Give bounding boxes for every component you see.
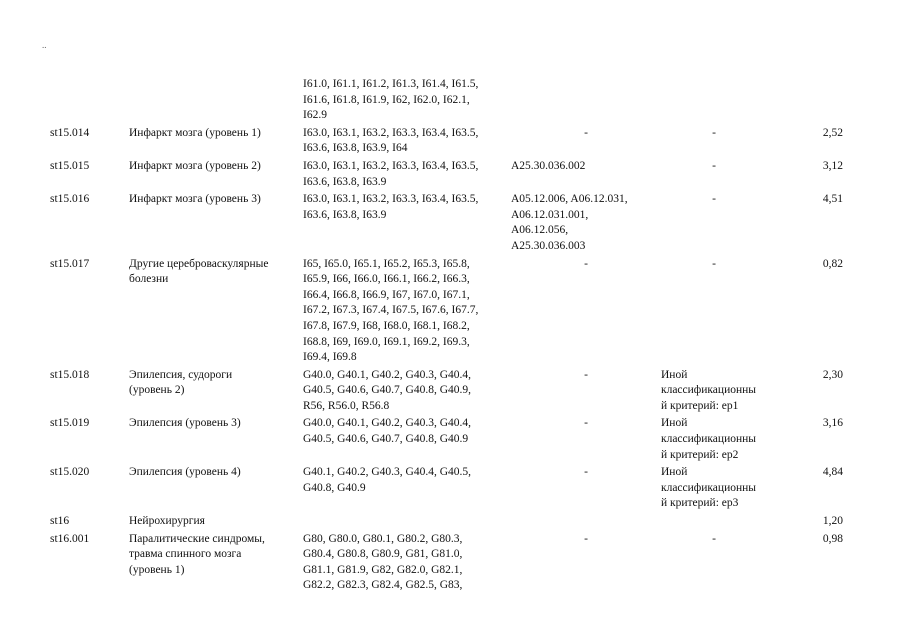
icd-codes-line: I63.0, I63.1, I63.2, I63.3, I63.4, I63.5, bbox=[303, 126, 479, 139]
other-criteria-line: - bbox=[712, 126, 716, 139]
ksg-name bbox=[129, 416, 303, 465]
icd-codes bbox=[303, 532, 511, 596]
icd-codes-line: I62.9 bbox=[303, 109, 327, 122]
other-criteria-line: Иной bbox=[661, 417, 688, 430]
coefficient-value: 1,20 bbox=[822, 515, 843, 528]
icd-codes bbox=[303, 514, 511, 532]
other-criteria bbox=[661, 126, 767, 159]
table-row bbox=[50, 77, 843, 126]
service-codes-line: A25.30.036.002 bbox=[511, 159, 586, 172]
service-codes bbox=[511, 465, 661, 514]
icd-codes bbox=[303, 368, 511, 417]
service-codes bbox=[511, 192, 661, 256]
icd-codes bbox=[303, 192, 511, 256]
icd-codes bbox=[303, 257, 511, 368]
other-criteria-line: - bbox=[712, 193, 716, 206]
coefficient-value: 2,30 bbox=[822, 368, 843, 381]
other-criteria-line: - bbox=[712, 159, 716, 172]
other-criteria bbox=[661, 257, 767, 368]
coefficient-value: 3,12 bbox=[822, 159, 843, 172]
ksg-code-value: st15.016 bbox=[50, 193, 90, 206]
ksg-name bbox=[129, 368, 303, 417]
ksg-name-line: Инфаркт мозга (уровень 1) bbox=[129, 126, 261, 139]
coefficient-value: 4,51 bbox=[822, 193, 843, 206]
service-codes bbox=[511, 368, 661, 417]
service-codes bbox=[511, 416, 661, 465]
table-row bbox=[50, 416, 843, 465]
icd-codes-line: I65.9, I66, I66.0, I66.1, I66.2, I66.3, bbox=[303, 273, 470, 286]
ksg-name bbox=[129, 465, 303, 514]
service-codes bbox=[511, 77, 661, 126]
ksg-code-value: st15.014 bbox=[50, 126, 90, 139]
icd-codes-line: I63.6, I63.8, I63.9, I64 bbox=[303, 142, 408, 155]
ksg-code-value: st15.015 bbox=[50, 159, 90, 172]
ksg-code bbox=[50, 159, 129, 192]
ksg-code bbox=[50, 368, 129, 417]
table-row bbox=[50, 368, 843, 417]
service-codes-line: - bbox=[584, 532, 588, 545]
coefficient bbox=[767, 514, 843, 532]
table-row bbox=[50, 159, 843, 192]
service-codes-line: A06.12.031.001, bbox=[511, 208, 589, 221]
service-codes-line: - bbox=[584, 417, 588, 430]
icd-codes-line: G81.1, G81.9, G82, G82.0, G82.1, bbox=[303, 563, 463, 576]
service-codes bbox=[511, 532, 661, 596]
ksg-table bbox=[50, 77, 843, 596]
other-criteria bbox=[661, 159, 767, 192]
ksg-name-line: Нейрохирургия bbox=[129, 515, 205, 528]
ksg-code-value: st15.020 bbox=[50, 466, 90, 479]
other-criteria-line: - bbox=[712, 532, 716, 545]
icd-codes-line: G40.5, G40.6, G40.7, G40.8, G40.9 bbox=[303, 433, 469, 446]
icd-codes-line: R56, R56.0, R56.8 bbox=[303, 399, 390, 412]
icd-codes-line: G80, G80.0, G80.1, G80.2, G80.3, bbox=[303, 532, 463, 545]
ksg-name bbox=[129, 159, 303, 192]
icd-codes-line: I67.2, I67.3, I67.4, I67.5, I67.6, I67.7, bbox=[303, 304, 479, 317]
ksg-name bbox=[129, 532, 303, 596]
icd-codes-line: I61.0, I61.1, I61.2, I61.3, I61.4, I61.5, bbox=[303, 78, 479, 90]
icd-codes-line: I63.0, I63.1, I63.2, I63.3, I63.4, I63.5, bbox=[303, 159, 479, 172]
icd-codes-line: I68.8, I69, I69.0, I69.1, I69.2, I69.3, bbox=[303, 335, 470, 348]
icd-codes bbox=[303, 159, 511, 192]
ksg-name-line: Эпилепсия, судороги bbox=[129, 368, 233, 381]
coefficient bbox=[767, 416, 843, 465]
ksg-table-body bbox=[50, 77, 843, 596]
icd-codes-line: I69.4, I69.8 bbox=[303, 351, 357, 364]
ksg-code-value: st15.018 bbox=[50, 368, 90, 381]
ksg-code bbox=[50, 514, 129, 532]
icd-codes bbox=[303, 126, 511, 159]
coefficient-value: 0,98 bbox=[822, 532, 843, 545]
service-codes bbox=[511, 159, 661, 192]
service-codes bbox=[511, 514, 661, 532]
coefficient bbox=[767, 192, 843, 256]
ksg-code bbox=[50, 257, 129, 368]
ksg-name-line: болезни bbox=[129, 273, 169, 286]
other-criteria bbox=[661, 416, 767, 465]
coefficient bbox=[767, 159, 843, 192]
service-codes-line: A05.12.006, A06.12.031, bbox=[511, 193, 628, 206]
ksg-name-line: травма спинного мозга bbox=[129, 548, 242, 561]
icd-codes-line: G40.8, G40.9 bbox=[303, 481, 366, 494]
ksg-name-line: Паралитические синдромы, bbox=[129, 532, 265, 545]
icd-codes-line: G40.0, G40.1, G40.2, G40.3, G40.4, bbox=[303, 417, 472, 430]
icd-codes-line: G40.1, G40.2, G40.3, G40.4, G40.5, bbox=[303, 466, 472, 479]
coefficient bbox=[767, 257, 843, 368]
icd-codes-line: I63.0, I63.1, I63.2, I63.3, I63.4, I63.5, bbox=[303, 193, 479, 206]
ksg-name-line: Инфаркт мозга (уровень 2) bbox=[129, 159, 261, 172]
other-criteria bbox=[661, 532, 767, 596]
other-criteria-line: - bbox=[712, 257, 716, 270]
icd-codes bbox=[303, 77, 511, 126]
table-row bbox=[50, 257, 843, 368]
service-codes-line: - bbox=[584, 368, 588, 381]
ksg-name-line: Эпилепсия (уровень 4) bbox=[129, 466, 241, 479]
coefficient bbox=[767, 126, 843, 159]
table-row bbox=[50, 514, 843, 532]
ksg-code bbox=[50, 532, 129, 596]
icd-codes-line: I66.4, I66.8, I66.9, I67, I67.0, I67.1, bbox=[303, 288, 470, 301]
other-criteria-line: й критерий: ep2 bbox=[661, 448, 739, 461]
table-row bbox=[50, 192, 843, 256]
other-criteria bbox=[661, 368, 767, 417]
ksg-code bbox=[50, 192, 129, 256]
service-codes-line: - bbox=[584, 126, 588, 139]
ksg-name bbox=[129, 514, 303, 532]
other-criteria-line: классификационны bbox=[661, 481, 757, 494]
ksg-name bbox=[129, 257, 303, 368]
service-codes-line: - bbox=[584, 466, 588, 479]
ksg-name-line: Инфаркт мозга (уровень 3) bbox=[129, 193, 261, 206]
other-criteria bbox=[661, 514, 767, 532]
other-criteria bbox=[661, 192, 767, 256]
icd-codes-line: G40.0, G40.1, G40.2, G40.3, G40.4, bbox=[303, 368, 472, 381]
ksg-code-value: st16 bbox=[50, 515, 70, 528]
coefficient-value: 4,84 bbox=[822, 466, 843, 479]
icd-codes bbox=[303, 416, 511, 465]
ksg-name-line: Другие цереброваскулярные bbox=[129, 257, 269, 270]
icd-codes-line: I61.6, I61.8, I61.9, I62, I62.0, I62.1, bbox=[303, 93, 470, 106]
service-codes-line: - bbox=[584, 257, 588, 270]
other-criteria-line: Иной bbox=[661, 466, 688, 479]
ksg-name-line: (уровень 2) bbox=[129, 384, 185, 397]
icd-codes-line: I67.8, I67.9, I68, I68.0, I68.1, I68.2, bbox=[303, 319, 470, 332]
ksg-code bbox=[50, 126, 129, 159]
ksg-name bbox=[129, 192, 303, 256]
service-codes-line: A06.12.056, bbox=[511, 224, 569, 237]
ksg-code bbox=[50, 77, 129, 126]
coefficient-value: 2,52 bbox=[822, 126, 843, 139]
other-criteria-line: Иной bbox=[661, 368, 688, 381]
coefficient-value: 0,82 bbox=[822, 257, 843, 270]
coefficient bbox=[767, 368, 843, 417]
table-row bbox=[50, 126, 843, 159]
ksg-name-line: Эпилепсия (уровень 3) bbox=[129, 417, 241, 430]
coefficient bbox=[767, 532, 843, 596]
table-row bbox=[50, 465, 843, 514]
icd-codes-line: I63.6, I63.8, I63.9 bbox=[303, 175, 387, 188]
other-criteria-line: й критерий: ep3 bbox=[661, 497, 739, 510]
icd-codes-line: I63.6, I63.8, I63.9 bbox=[303, 208, 387, 221]
other-criteria bbox=[661, 77, 767, 126]
ksg-name bbox=[129, 126, 303, 159]
ksg-name-line: (уровень 1) bbox=[129, 563, 185, 576]
other-criteria-line: классификационны bbox=[661, 384, 757, 397]
service-codes-line: A25.30.036.003 bbox=[511, 239, 586, 252]
coefficient bbox=[767, 465, 843, 514]
icd-codes-line: G82.2, G82.3, G82.4, G82.5, G83, bbox=[303, 579, 463, 592]
table-row bbox=[50, 532, 843, 596]
ksg-code bbox=[50, 416, 129, 465]
ksg-code-value: st15.019 bbox=[50, 417, 90, 430]
ksg-name bbox=[129, 77, 303, 126]
icd-codes bbox=[303, 465, 511, 514]
corner-mark: .. bbox=[42, 40, 47, 50]
other-criteria-line: классификационны bbox=[661, 433, 757, 446]
other-criteria bbox=[661, 465, 767, 514]
ksg-code bbox=[50, 465, 129, 514]
icd-codes-line: I65, I65.0, I65.1, I65.2, I65.3, I65.8, bbox=[303, 257, 470, 270]
icd-codes-line: G40.5, G40.6, G40.7, G40.8, G40.9, bbox=[303, 384, 472, 397]
service-codes bbox=[511, 257, 661, 368]
ksg-code-value: st16.001 bbox=[50, 532, 90, 545]
icd-codes-line: G80.4, G80.8, G80.9, G81, G81.0, bbox=[303, 548, 463, 561]
ksg-code-value: st15.017 bbox=[50, 257, 90, 270]
coefficient bbox=[767, 77, 843, 126]
coefficient-value: 3,16 bbox=[822, 417, 843, 430]
other-criteria-line: й критерий: ep1 bbox=[661, 399, 739, 412]
service-codes bbox=[511, 126, 661, 159]
